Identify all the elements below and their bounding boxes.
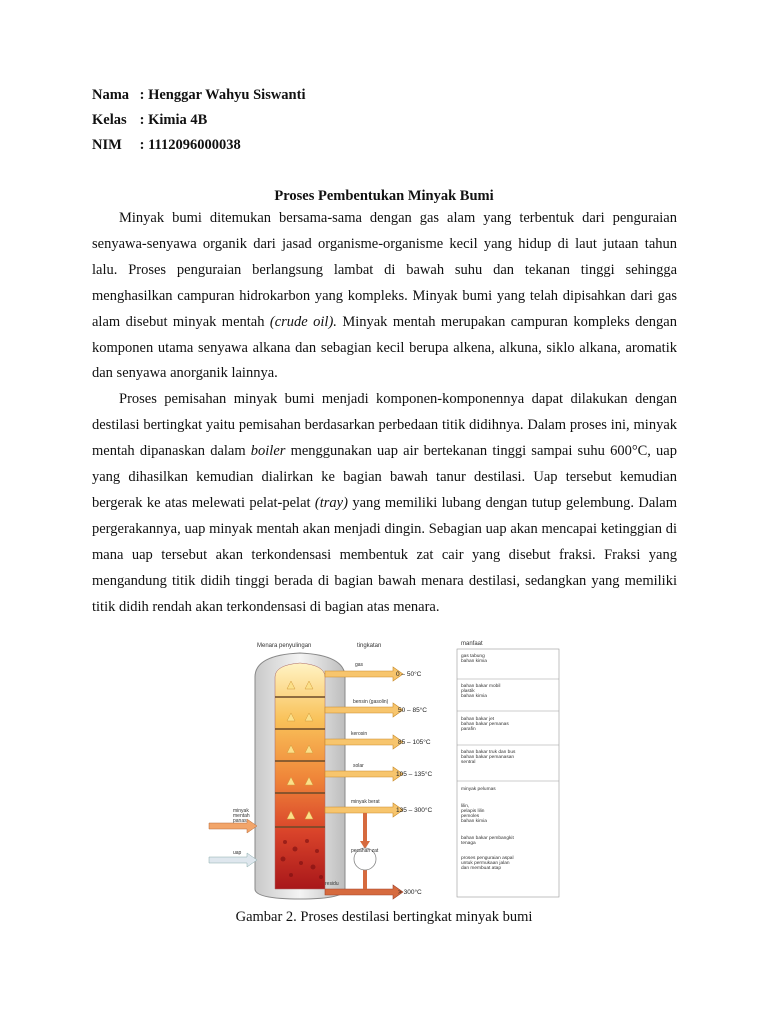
document-body (92, 206, 677, 621)
crude-label-1: minyak (233, 808, 249, 814)
svg-text:sentral: sentral (461, 760, 476, 765)
svg-text:gas tabung: gas tabung (461, 654, 485, 659)
fraction-name-4: minyak berat (351, 799, 380, 805)
fraction-name-5: residu (325, 881, 339, 887)
temperature-labels (396, 670, 433, 896)
header-manfaat: manfaat (461, 641, 483, 647)
steam-label: uap (233, 850, 242, 856)
temp-3: 105 – 135°C (396, 771, 433, 778)
svg-text:bahan bakar pemanas: bahan bakar pemanas (461, 722, 509, 727)
figure-caption: Gambar 2. Proses destilasi bertingkat minyak bumi (235, 909, 533, 925)
temp-2: 85 – 105°C (398, 739, 431, 746)
header-tingkatan: tingkatan (357, 643, 382, 649)
paragraph-2 (92, 387, 677, 620)
svg-text:bahan kimia: bahan kimia (461, 819, 487, 824)
svg-text:bahan kimia: bahan kimia (461, 659, 487, 664)
p2-italic-tray: (tray) (314, 494, 348, 511)
temp-5: > 300°C (398, 889, 422, 896)
nim-value: : 1112096000038 (139, 137, 241, 153)
svg-text:plastik: plastik (461, 689, 475, 694)
fraction-name-0: gas (355, 662, 364, 668)
svg-text:pelapis lilin: pelapis lilin (461, 809, 485, 814)
svg-text:untuk permukaan jalan: untuk permukaan jalan (461, 861, 510, 866)
svg-text:pemoles: pemoles (461, 814, 480, 819)
svg-text:bahan bakar truk dan bus: bahan bakar truk dan bus (461, 750, 516, 755)
fraction-name-3: solar (353, 763, 364, 769)
svg-text:bahan bakar jet: bahan bakar jet (461, 717, 495, 722)
svg-text:bahan bakar pembangkit: bahan bakar pembangkit (461, 836, 514, 841)
nama-value: : Henggar Wahyu Siswanti (139, 87, 306, 103)
svg-text:parafin: parafin (461, 727, 476, 732)
document-title: Proses Pembentukan Minyak Bumi (274, 188, 494, 204)
pecahan-label: pecahan zat (351, 848, 379, 854)
svg-text:bahan bakar mobil: bahan bakar mobil (461, 684, 501, 689)
crude-label-3: panas (233, 818, 247, 824)
svg-text:bahan kimia: bahan kimia (461, 694, 487, 699)
p2-text-c: yang memiliki lubang dengan tutup gelembung. Dalam pergerakannya, uap minyak mentah akan menjadi dingin. Sebagian uap akan mencapai ketinggian di mana uap tersebut akan terkondensasi membentuk zat cair yang disebut fraksi. Fraksi yang mengandung titik didih tinggi berada di bagian bawah menara destilasi, sedangkan yang memiliki titik didih rendah akan terkondensasi di bagian atas menara. (92, 494, 677, 615)
svg-text:minyak pelumas: minyak pelumas (461, 787, 496, 792)
nama-label: Nama (92, 87, 130, 103)
temp-4: 135 – 300°C (396, 807, 433, 814)
header-menara: Menara penyulingan (257, 643, 312, 649)
p1-italic-crude-oil: (crude oil). (269, 313, 337, 330)
p2-text-b: menggunakan uap air bertekanan tinggi sampai suhu 600°C, uap yang dihasilkan kemudian dialirkan ke bagian bawah tanur destilasi. Uap tersebut kemudian bergerak ke atas melewati pelat-pelat (92, 443, 677, 511)
header-nim (92, 137, 241, 154)
kelas-value: : Kimia 4B (139, 112, 208, 128)
svg-text:dan membuat atap: dan membuat atap (461, 866, 502, 871)
manfaat-entries (461, 653, 516, 871)
fraction-name-2: kerosin (351, 731, 368, 737)
temp-0: 0 – 50°C (396, 671, 422, 678)
nim-label: NIM (92, 137, 122, 153)
distillation-figure (205, 637, 565, 903)
distillation-diagram (205, 637, 565, 903)
crude-label-2: mentah (233, 813, 250, 819)
header-nama (92, 87, 305, 104)
p1-text-a: Minyak bumi ditemukan bersama-sama dengan gas alam yang terbentuk dari penguraian senyawa-senyawa organik dari jasad organisme-organisme kecil yang hidup di laut jutaan tahun lalu. Proses penguraian berlangsung lambat di bawah suhu dan tekanan tinggi sehingga menghasilkan campuran hidrokarbon yang kompleks. Minyak bumi yang telah dipisahkan dari gas alam disebut minyak mentah (92, 210, 677, 330)
p2-text-a: Proses pemisahan minyak bumi menjadi komponen-komponennya dapat dilakukan dengan destilasi bertingkat yaitu pemisahan berdasarkan perbedaan titik didihnya. Dalam proses ini, minyak mentah dipanaskan dalam (92, 391, 677, 460)
p1-text-b: Minyak mentah merupakan campuran kompleks dengan komponen utama senyawa alkana dan sebagian kecil berupa alkena, alkuna, siklo alkana, aromatik dan senyawa anorganik lainnya. (92, 313, 677, 382)
temp-1: 50 – 85°C (398, 707, 427, 714)
header-kelas (92, 112, 207, 129)
p2-italic-boiler: boiler (250, 443, 286, 460)
fraction-name-1: bensin (gasolin) (353, 699, 389, 705)
kelas-label: Kelas (92, 112, 127, 128)
paragraph-1 (92, 206, 677, 387)
svg-text:proses penguraian aspal: proses penguraian aspal (461, 856, 514, 861)
svg-text:bahan bakar pemanasan: bahan bakar pemanasan (461, 755, 515, 760)
svg-text:lilin,: lilin, (461, 804, 470, 809)
svg-text:tenaga: tenaga (461, 841, 476, 846)
